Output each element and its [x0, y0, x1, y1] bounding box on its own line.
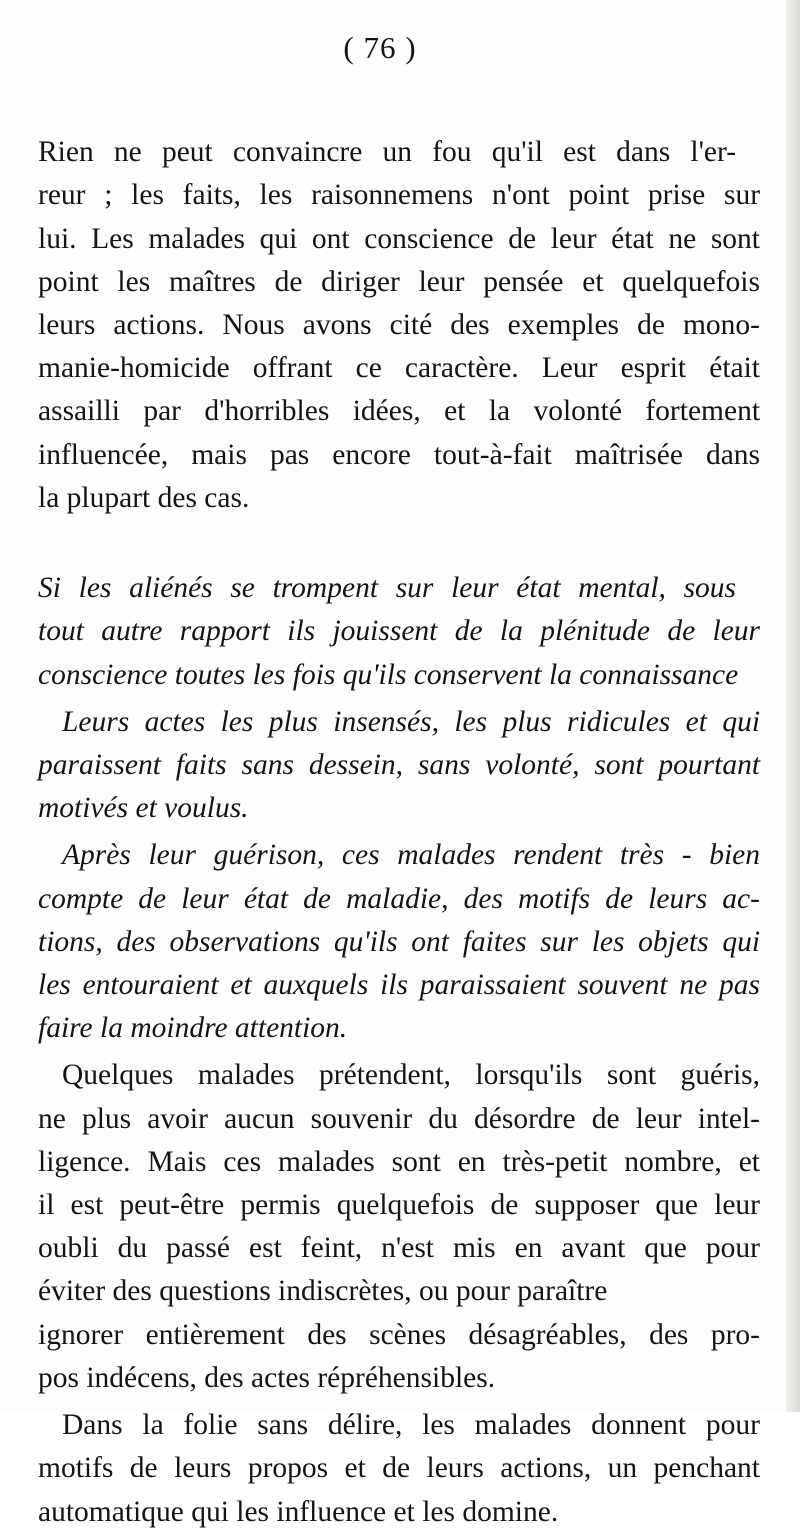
text-line: lui. Les malades qui ont conscience de leur état ne sont — [38, 222, 761, 255]
text-line: Si les aliénés se trompent sur leur état mental, sous — [38, 572, 737, 605]
text-line: Dans la folie sans délire, les malades donnent pour — [62, 1409, 760, 1442]
text-line: conscience toutes les fois qu'ils conservent la connaissance — [38, 658, 739, 691]
text-line: Leurs actes les plus insensés, les plus ridicules et qui — [62, 705, 761, 738]
text-line: compte de leur état de maladie, des motifs de leurs ac- — [38, 882, 760, 915]
text-line: les entouraient et auxquels ils paraissaient souvent ne pas — [38, 969, 760, 1002]
text-line: éviter des questions indiscrètes, ou pour paraître — [38, 1275, 608, 1308]
text-line: motivés et voulus. — [38, 792, 249, 825]
text-line: assailli par d'horribles idées, et la volonté fortement — [38, 395, 761, 428]
text-line: tout autre rapport ils jouissent de la plénitude de leur — [38, 615, 761, 648]
text-line: point les maîtres de diriger leur pensée et quelquefois — [38, 265, 760, 298]
page-edge-shadow — [786, 0, 800, 1412]
text-line: leurs actions. Nous avons cité des exemples de mono- — [38, 309, 760, 342]
text-line: motifs de leurs propos et de leurs actions, un penchant — [38, 1452, 761, 1485]
text-line: ne plus avoir aucun souvenir du désordre de leur intel- — [38, 1102, 760, 1135]
text-line: paraissent faits sans dessein, sans volonté, sont pourtant — [38, 749, 761, 782]
text-line: automatique qui les influence et les domine. — [38, 1495, 559, 1528]
paragraph-p4 — [38, 834, 760, 1050]
paragraph-p2 — [38, 524, 760, 697]
text-line: Quelques malades prétendent, lorsqu'ils sont guéris, — [62, 1059, 760, 1092]
text-line: pos indécens, des actes répréhensibles. — [38, 1361, 496, 1394]
page-number: ( 76 ) — [343, 30, 417, 65]
text-line: oubli du passé est feint, n'est mis en avant que pour — [38, 1232, 760, 1265]
text-line: ignorer entièrement des scènes désagréables, des pro- — [38, 1318, 761, 1351]
text-line: la plupart des cas. — [38, 481, 250, 514]
paragraph-p6 — [38, 1404, 760, 1534]
text-line: ligence. Mais ces malades sont en très-petit nombre, et — [38, 1145, 760, 1178]
text-line: il est peut-être permis quelquefois de supposer que leur — [38, 1189, 761, 1222]
text-line: manie-homicide offrant ce caractère. Leur esprit était — [38, 352, 761, 385]
text-line: tions, des observations qu'ils ont faites sur les objets qui — [38, 925, 761, 958]
paragraph-p5 — [38, 1054, 760, 1400]
text-line: influencée, mais pas encore tout-à-fait maîtrisée dans — [38, 438, 761, 471]
text-line: Rien ne peut convaincre un fou qu'il est dans l'er- — [38, 136, 737, 169]
paragraph-p3 — [38, 701, 760, 831]
text-line: faire la moindre attention. — [38, 1012, 348, 1045]
text-line: Après leur guérison, ces malades rendent très - bien — [62, 839, 761, 872]
body-text — [38, 88, 760, 1538]
paragraph-p1 — [38, 88, 760, 520]
text-line: reur ; les faits, les raisonnemens n'ont point prise sur — [38, 179, 761, 212]
